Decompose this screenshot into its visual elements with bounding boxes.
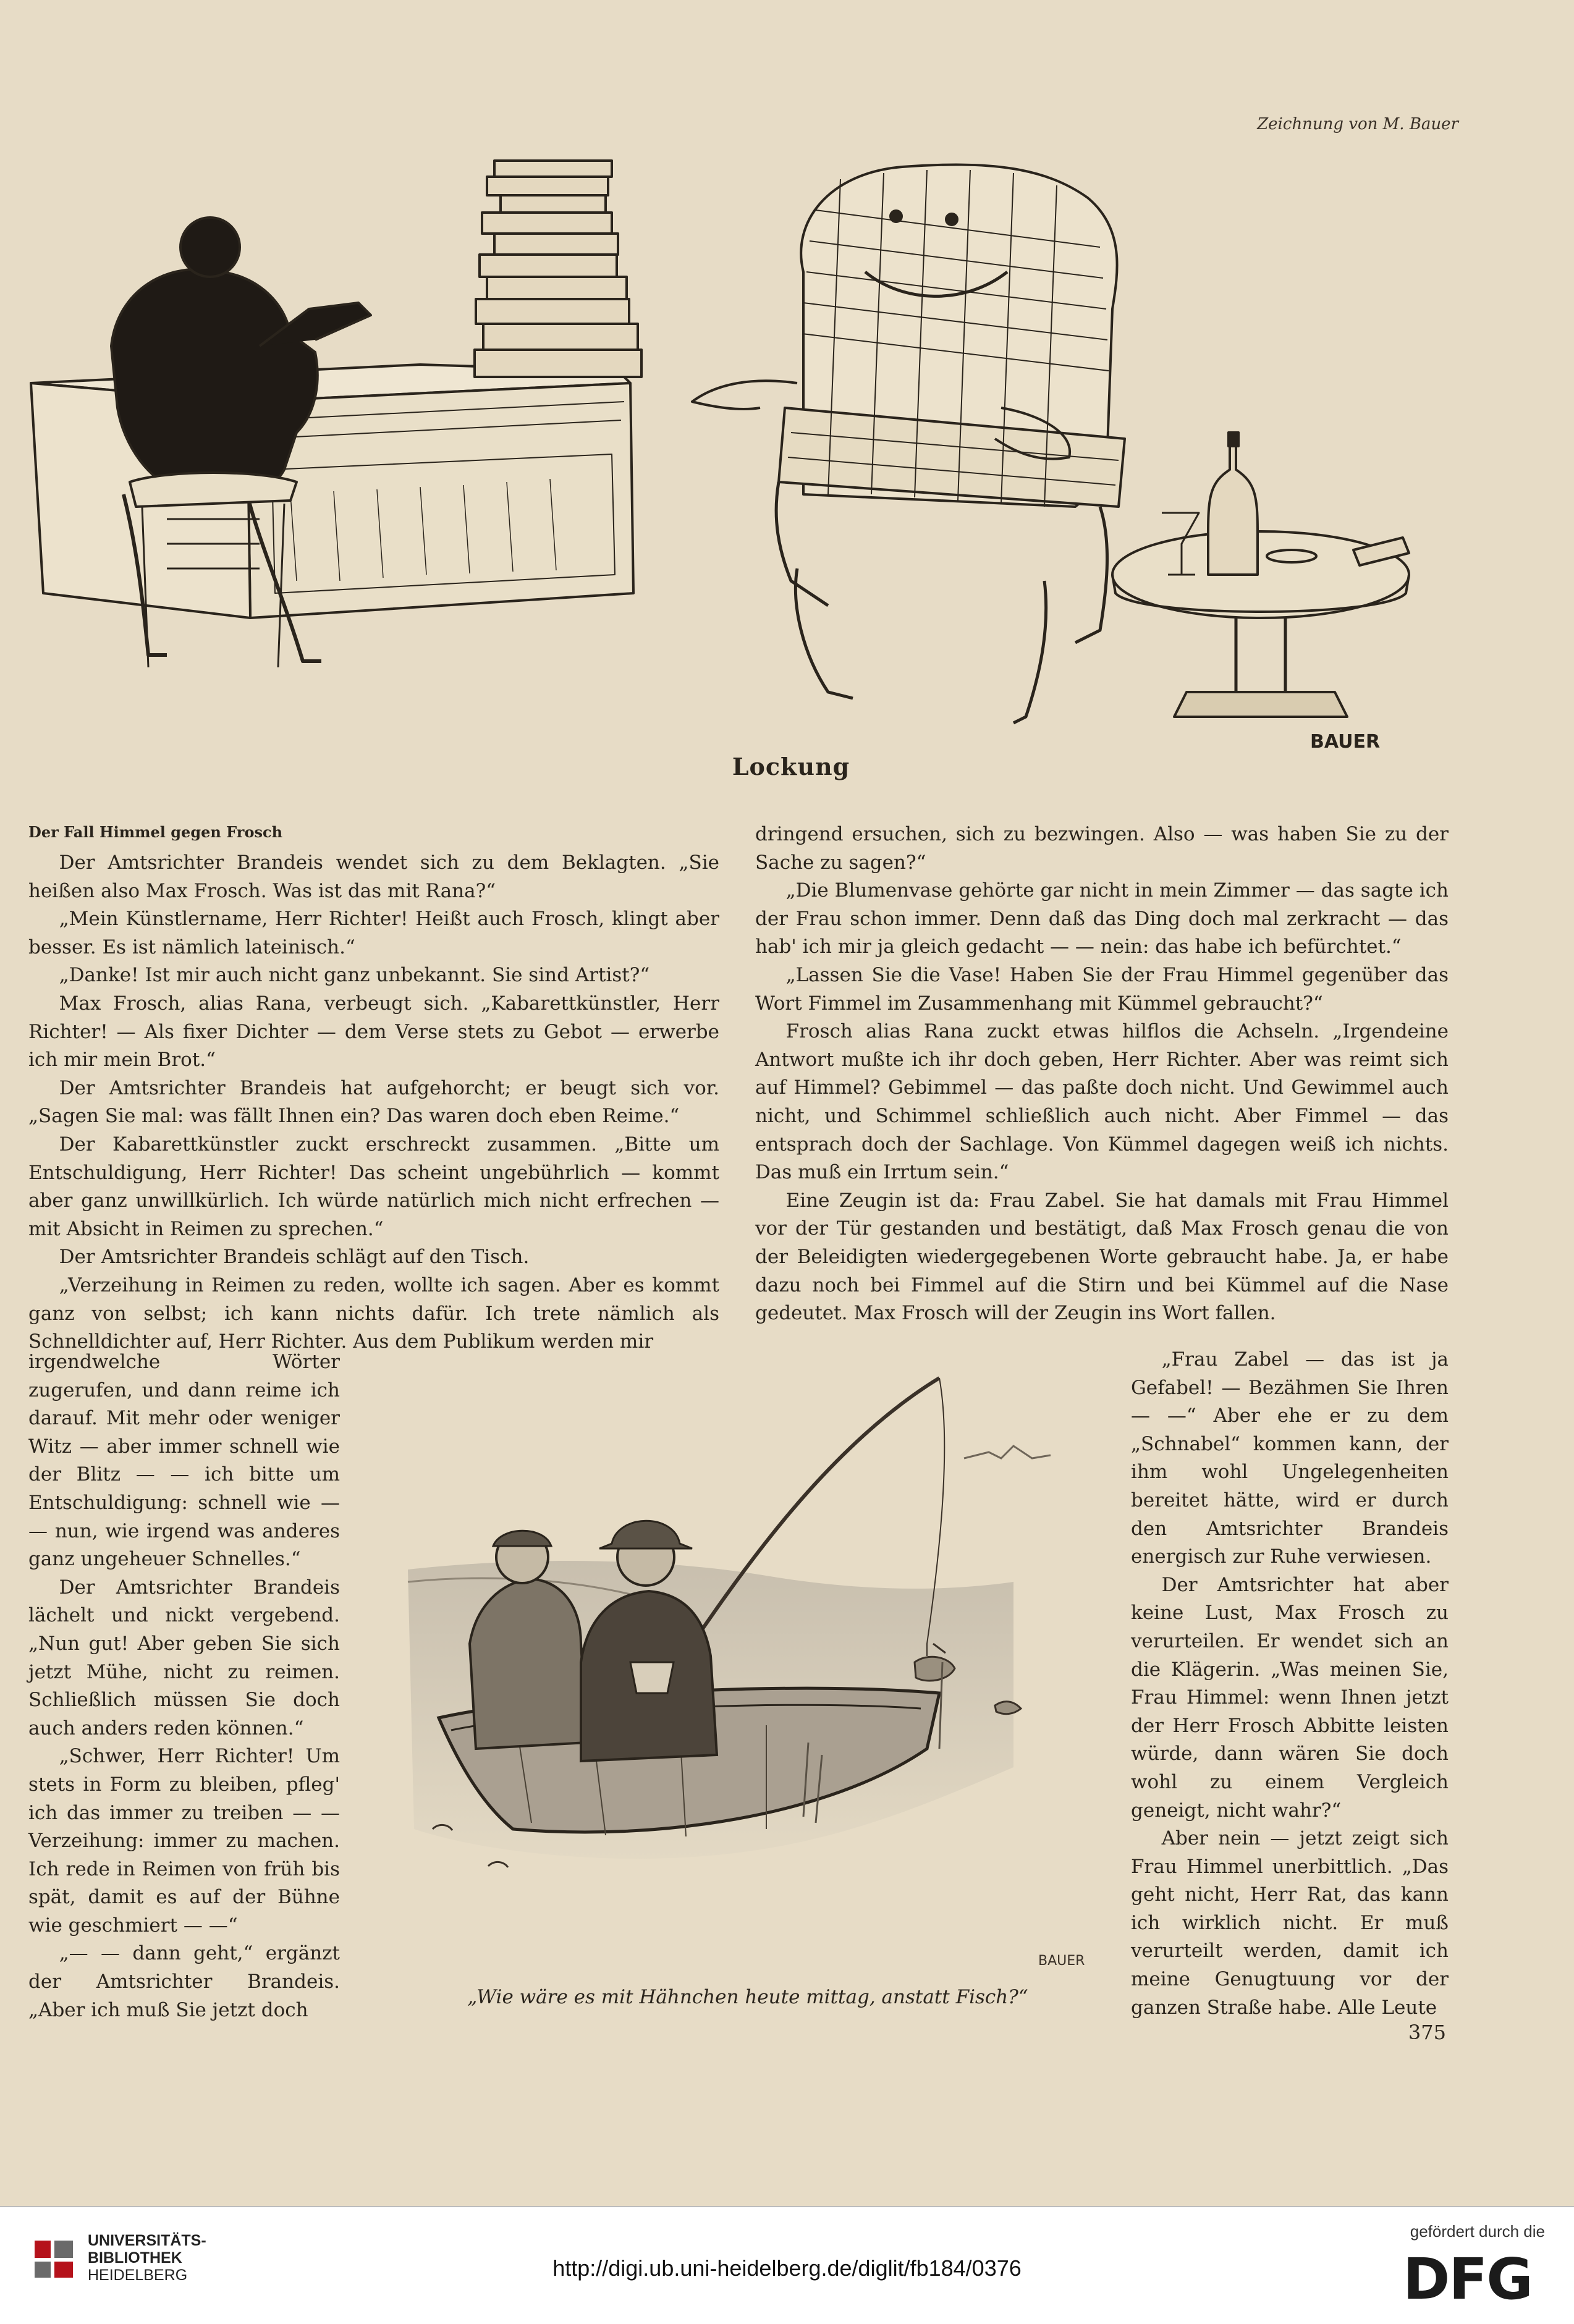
paragraph: „Lassen Sie die Vase! Haben Sie der Frau Himmel gegenüber das Wort Fimmel im Zusammenhang mit Kümmel gebraucht?“	[755, 963, 1449, 1015]
left-column-top	[28, 849, 719, 1356]
library-name-line: HEIDELBERG	[88, 2267, 188, 2284]
dfg-logo-text: DFG	[1403, 2249, 1532, 2305]
paragraph: irgendwelche Wörter zugerufen, und dann reime ich darauf. Mit mehr oder weniger Witz — aber immer schnell wie der Blitz — — ich bitte um Entschuldigung: schnell wie — — nun, wie irgend was anderes ganz ungeheuer Schnelles.“	[28, 1351, 340, 1571]
paragraph: „Danke! Ist mir auch nicht ganz unbekannt. Sie sind Artist?“	[59, 964, 650, 987]
page-number: 375	[1408, 2021, 1446, 2044]
library-name-line: BIBLIOTHEK	[88, 2249, 182, 2267]
library-name-line: UNIVERSITÄTS-	[88, 2232, 206, 2249]
paragraph: „Frau Zabel — das ist ja Gefabel! — Bezähmen Sie Ihren — —“ Aber ehe er zu dem „Schnabel“ kommen kann, der ihm wohl Ungelegenheiten bereitet hätte, wird er durch den Amtsrichter Brandeis energisch zur Ruhe verwiesen.	[1131, 1348, 1449, 1568]
paragraph: dringend ersuchen, sich zu bezwingen. Also — was haben Sie zu der Sache zu sagen?“	[755, 823, 1449, 874]
paragraph: „— — dann geht,“ ergänzt der Amtsrichter Brandeis. „Aber ich muß Sie jetzt doch	[28, 1942, 340, 2021]
paragraph: Frosch alias Rana zuckt etwas hilflos die Achseln. „Irgendeine Antwort mußte ich ihr doch geben, Herr Richter. Aber was reimt sich auf Himmel? Gebimmel — das paßte doch nicht. Und Gewimmel auch nicht, und Schimmel schließlich auch nicht. Aber Fimmel — das entsprach doch der Sachlage. Von Kümmel dagegen weiß ich nichts. Das muß ein Irrtum sein.“	[755, 1020, 1449, 1184]
right-column-narrow	[1131, 1346, 1449, 2022]
story-heading: Der Fall Himmel gegen Frosch	[28, 823, 283, 841]
paragraph: Der Amtsrichter Brandeis lächelt und nickt vergebend. „Nun gut! Aber geben Sie sich jetzt Mühe, nicht zu reimen. Schließlich müssen Sie doch auch anders reden können.“	[28, 1576, 340, 1739]
illustration-credit: Zeichnung von M. Bauer	[1257, 115, 1458, 133]
paragraph: „Mein Künstlername, Herr Richter! Heißt auch Frosch, klingt aber besser. Es ist nämlich lateinisch.“	[28, 908, 719, 958]
left-column-narrow	[28, 1348, 340, 2024]
paragraph: „Die Blumenvase gehörte gar nicht in mein Zimmer — das sagte ich der Frau schon immer. Denn daß das Ding doch mal zerkracht — das hab' ich mir ja gleich gedacht — — nein: das habe ich befürchtet.“	[755, 879, 1449, 958]
paragraph: Der Amtsrichter hat aber keine Lust, Max Frosch zu verurteilen. Er wendet sich an die Klägerin. „Was meinen Sie, Frau Himmel: wenn Ihnen jetzt der Herr Frosch Abbitte leisten würde, dann wären Sie doch wohl zu einem Vergleich geneigt, nicht wahr?“	[1131, 1573, 1449, 1822]
cartoon-signature: BAUER	[1310, 731, 1381, 753]
paragraph: Max Frosch, alias Rana, verbeugt sich. „Kabarettkünstler, Herr Richter! — Als fixer Dichter — dem Verse stets zu Gebot — erwerbe ich mir mein Brot.“	[28, 992, 719, 1071]
cartoon-title: Lockung	[732, 753, 850, 780]
paragraph: „Verzeihung in Reimen zu reden, wollte ich sagen. Aber es kommt ganz von selbst; ich kann nichts dafür. Ich trete nämlich als Schnelldichter auf, Herr Richter. Aus dem Publikum werden mir	[28, 1274, 719, 1353]
paragraph: Eine Zeugin ist da: Frau Zabel. Sie hat damals mit Frau Himmel vor der Tür gestanden und bestätigt, daß Max Frosch genau die von der Beleidigten wiedergegebenen Worte gebraucht habe. Ja, er habe dazu noch bei Fimmel auf die Stirn und bei Kümmel auf die Nase gedeutet. Max Frosch will der Zeugin ins Wort fallen.	[755, 1189, 1449, 1325]
paragraph: Der Amtsrichter Brandeis schlägt auf den Tisch.	[59, 1246, 530, 1269]
sponsor-label: gefördert durch die	[1410, 2222, 1545, 2241]
right-column-top	[755, 821, 1449, 1328]
cartoon-armchair-illustration	[25, 148, 1421, 760]
permalink-url[interactable]: http://digi.ub.uni-heidelberg.de/diglit/fb184/0376	[552, 2255, 1022, 2281]
paragraph: Der Amtsrichter Brandeis wendet sich zu dem Beklagten. „Sie heißen also Max Frosch. Was ist das mit Rana?“	[28, 851, 719, 902]
paragraph: „Schwer, Herr Richter! Um stets in Form zu bleiben, pfleg' ich das immer zu treiben — — Verzeihung: immer zu machen. Ich rede in Reimen von früh bis spät, damit es auf der Bühne wie geschmiert — —“	[28, 1745, 340, 1937]
dfg-logo[interactable]	[1403, 2249, 1545, 2305]
paragraph: Der Kabarettkünstler zuckt erschreckt zusammen. „Bitte um Entschuldigung, Herr Richter! Das scheint ungebührlich — kommt aber ganz unwillkürlich. Ich würde natürlich mich nicht erfrechen — mit Absicht in Reimen zu sprechen.“	[28, 1133, 719, 1240]
caption-signature: BAUER	[1038, 1953, 1085, 1969]
illustration-caption: „Wie wäre es mit Hähnchen heute mittag, anstatt Fisch?“	[467, 1986, 1028, 2008]
fishing-boat-illustration	[396, 1372, 1125, 1977]
paragraph: Aber nein — jetzt zeigt sich Frau Himmel unerbittlich. „Das geht nicht, Herr Rat, das kann ich wirklich nicht. Er muß verurteilt werden, damit ich meine Genugtuung vor der ganzen Straße habe. Alle Leute	[1131, 1827, 1449, 2019]
paragraph: Der Amtsrichter Brandeis hat aufgehorcht; er beugt sich vor. „Sagen Sie mal: was fällt Ihnen ein? Das waren doch eben Reime.“	[28, 1076, 719, 1128]
